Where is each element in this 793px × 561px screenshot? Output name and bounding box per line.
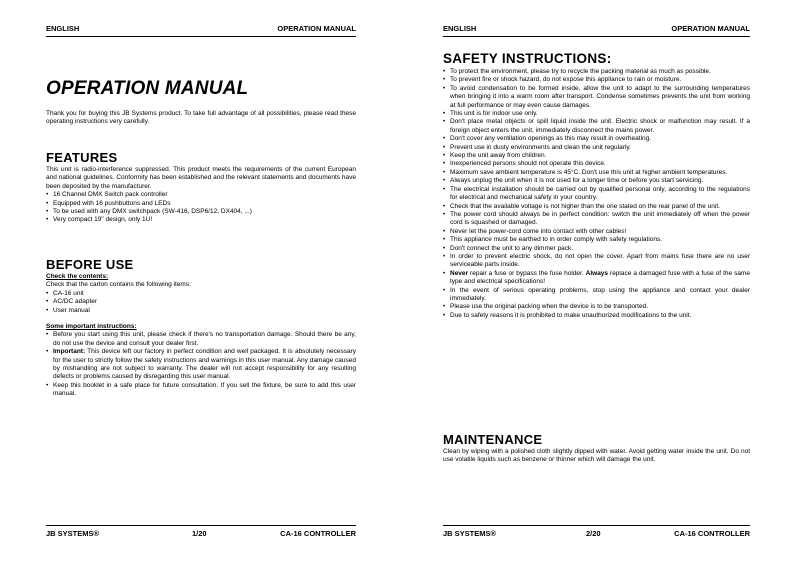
page-header — [46, 24, 356, 37]
page-left — [46, 0, 356, 561]
list-item: • Keep the unit away from children. — [443, 152, 750, 160]
contents-text: Check that the carton contains the following items: — [46, 281, 191, 289]
list-item: • Check that the available voltage is not higher than the one stated on the rear panel of the unit. — [443, 203, 750, 211]
page-footer — [46, 525, 356, 541]
list-item: • Always unplug the unit when it is not used for a longer time or before you start servicing. — [443, 177, 750, 185]
instructions-label: Some important instructions: — [46, 323, 137, 331]
maintenance-heading: MAINTENANCE — [443, 432, 543, 447]
header-title: OPERATION MANUAL — [277, 24, 356, 33]
list-item: • Very compact 19" design, only 1U! — [46, 216, 356, 224]
maintenance-text: Clean by wiping with a polished cloth slightly dipped with water. Avoid getting water inside the unit. Do not use volatile liquids such as benzene or thinner which will damage the unit. — [443, 448, 750, 464]
contents-list — [46, 290, 356, 315]
header-language: ENGLISH — [46, 24, 80, 33]
list-item: • Don't connect the unit to any dimmer pack. — [443, 245, 750, 253]
footer-brand: JB SYSTEMS® — [443, 529, 497, 538]
list-item: • Don't cover any ventilation openings as this may result in overheating. — [443, 135, 750, 143]
never-label: Never — [450, 269, 469, 277]
features-heading: FEATURES — [46, 150, 118, 165]
list-item: • To be used with any DMX switchpack (SW-416, DSP6/12, DX404, ...) — [46, 208, 356, 216]
list-item: • Please use the original packing when the device is to be transported. — [443, 303, 750, 311]
list-item: • User manual — [46, 307, 356, 315]
list-item: • AC/DC adapter — [46, 298, 356, 306]
features-section — [46, 166, 356, 225]
header-language: ENGLISH — [443, 24, 477, 33]
header-title: OPERATION MANUAL — [671, 24, 750, 33]
before-use-section — [46, 273, 356, 399]
footer-model: CA-16 CONTROLLER — [280, 529, 356, 538]
list-item: • In order to prevent electric shock, do not open the cover. Apart from mains fuse there are no user serviceable parts inside. — [443, 253, 750, 270]
list-item: • Keep this booklet in a safe place for future consultation. If you sell the fixture, be sure to add this user manual. — [46, 382, 356, 399]
main-title: OPERATION MANUAL — [46, 78, 249, 99]
list-item: • Maximum save ambient temperature is 45°C. Don't use this unit at higher ambient temperatures. — [443, 169, 750, 177]
list-item: • The power cord should always be in perfect condition: switch the unit immediately off when the power cord is squashed or damaged. — [443, 211, 750, 228]
safety-section — [443, 68, 750, 320]
features-text: This unit is radio-interference suppressed. This product meets the requirements of the current European and national guidelines. Conformity has been established and the relevant statements and documents have been deposited by the manufacturer. — [46, 166, 356, 190]
list-item: • CA-16 unit — [46, 290, 356, 298]
list-item: • This appliance must be earthed to in order comply with safety regulations. — [443, 236, 750, 244]
always-label: Always — [585, 269, 609, 277]
instructions-list — [46, 331, 356, 398]
list-item: • Never let the power-cord come into contact with other cables! — [443, 228, 750, 236]
contents-label: Check the contents: — [46, 273, 109, 280]
list-item: • In the event of serious operating problems, stop using the appliance and contact your dealer immediately. — [443, 287, 750, 304]
footer-page-number: 1/20 — [192, 529, 207, 538]
footer-brand: JB SYSTEMS® — [46, 529, 100, 538]
list-item: • The electrical installation should be carried out by qualified personal only, according to the regulations for electrical and mechanical safety in your country. — [443, 186, 750, 203]
list-item: • Inexperienced persons should not operate this device. — [443, 160, 750, 168]
features-list — [46, 191, 356, 225]
list-item: • Never repair a fuse or bypass the fuse holder. Always replace a damaged fuse with a fuse of the same type and electrical specifications! — [443, 270, 750, 287]
list-item: • Before you start using this unit, please check if there's no transportation damage. Should there be any, do not use the device and consult your dealer first. — [46, 331, 356, 348]
list-item: • Important: This device left our factory in perfect condition and well packaged. It is absolutely necessary for the user to strictly follow the safety instructions and warnings in this user manual. Any damage caused by mishandling are not subject to warranty. The dealer will not accept responsibility for any resulting defects or problems caused by disregarding this user manual. — [46, 348, 356, 382]
footer-page-number: 2/20 — [586, 529, 601, 538]
list-item: • This unit is for indoor use only. — [443, 110, 750, 118]
list-item: • To protect the environment, please try to recycle the packing material as much as possible. — [443, 68, 750, 76]
safety-list — [443, 68, 750, 320]
list-item: • Due to safety reasons it is prohibited to make unauthorized modifications to the unit. — [443, 312, 750, 320]
page-header — [443, 24, 750, 37]
page-right — [443, 0, 750, 561]
safety-heading: SAFETY INSTRUCTIONS: — [443, 51, 612, 66]
list-item: • 16 Channel DMX Switch pack controller — [46, 191, 356, 199]
list-item: • Equipped with 16 pushbuttons and LEDs — [46, 200, 356, 208]
maintenance-section — [443, 448, 750, 465]
intro-text: Thank you for buying this JB Systems product. To take full advantage of all possibilities, please read these operating instructions very carefully. — [46, 110, 356, 126]
page-footer — [443, 525, 750, 541]
important-label: Important: — [53, 348, 86, 356]
list-item: • To prevent fire or shock hazard, do not expose this appliance to rain or moisture. — [443, 76, 750, 84]
list-item: • Prevent use in dusty environments and clean the unit regularly. — [443, 144, 750, 152]
before-use-heading: BEFORE USE — [46, 257, 134, 272]
list-item: • To avoid condensation to be formed inside, allow the unit to adapt to the surrounding temperatures when bringing it into a warm room after transport. Condense sometimes prevents the unit from working at full performance or may even cause damages. — [443, 85, 750, 110]
list-item: • Don't place metal objects or spill liquid inside the unit. Electric shock or malfunction may result. If a foreign object enters the unit, immediately disconnect the mains power. — [443, 118, 750, 135]
footer-model: CA-16 CONTROLLER — [674, 529, 750, 538]
